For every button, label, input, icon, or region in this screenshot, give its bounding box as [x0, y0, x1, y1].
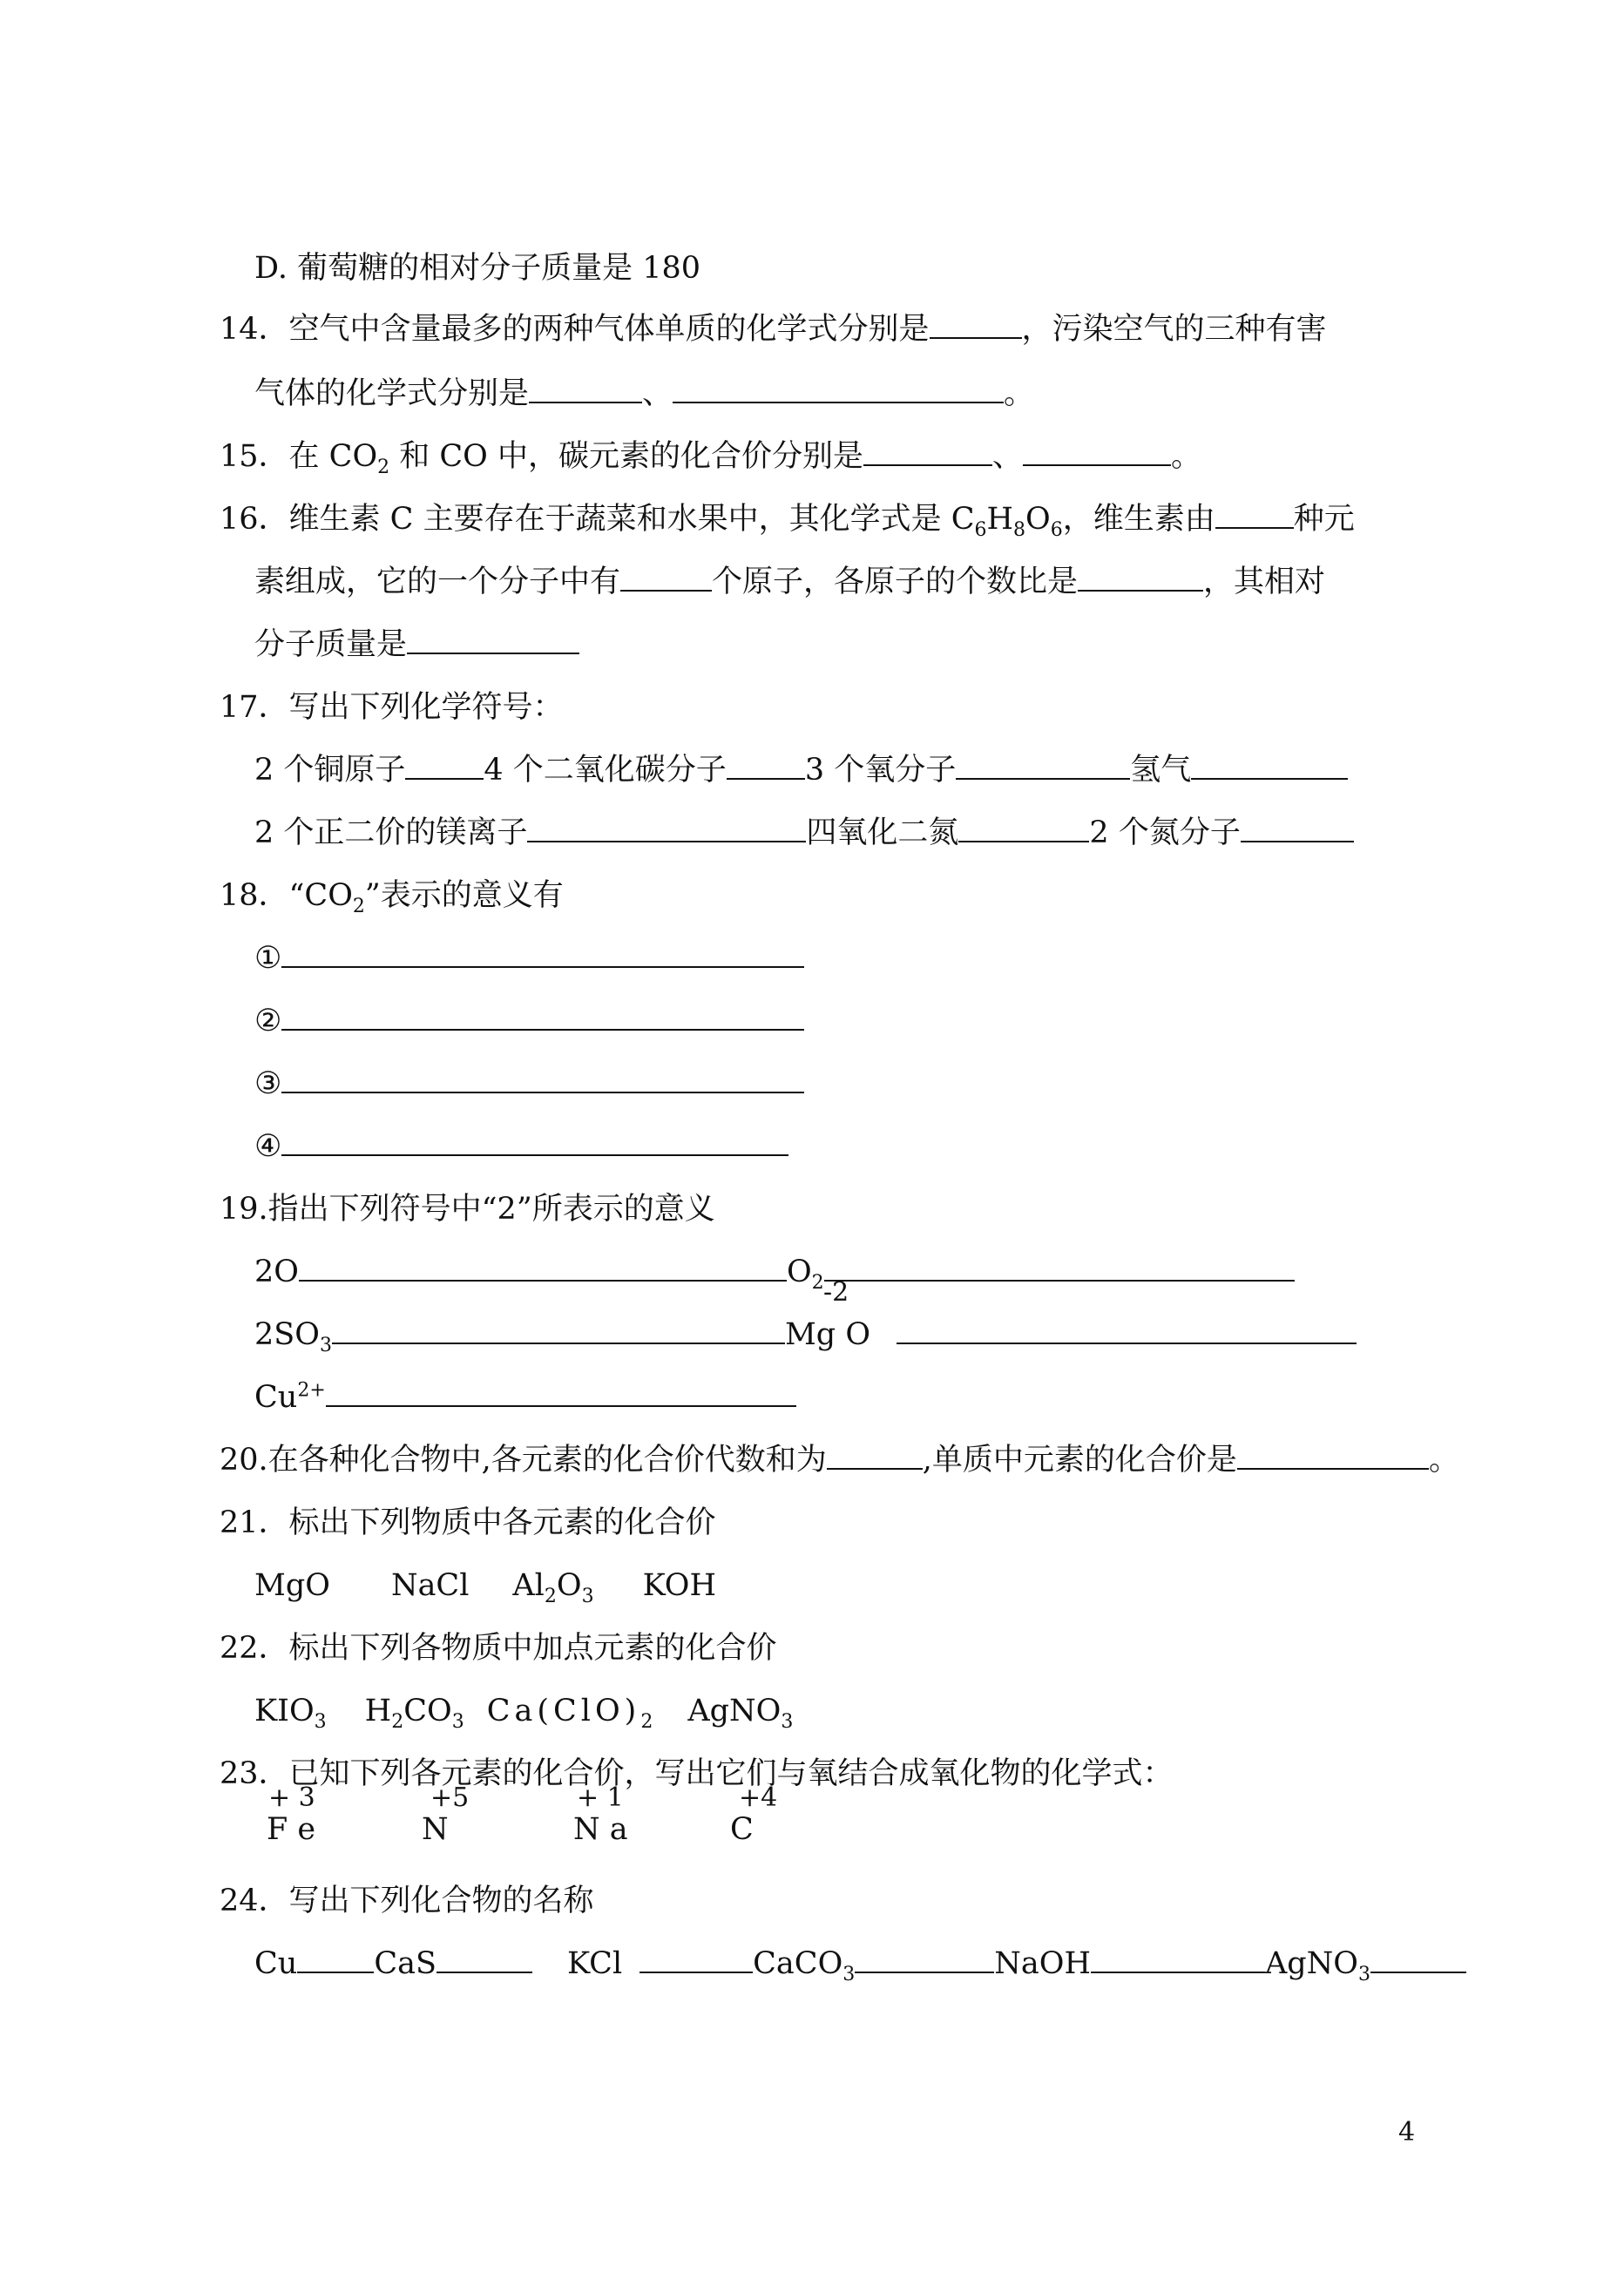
q20-line [220, 1441, 1459, 1479]
q18-item-4 [254, 1127, 788, 1166]
q18-blank[interactable] [281, 1003, 804, 1031]
q20-blank-2[interactable] [1237, 1442, 1429, 1470]
q18-marker: ① [254, 941, 282, 976]
q18-text: 18．“CO [220, 878, 353, 913]
q18-item-3 [254, 1065, 804, 1103]
q23-val-4: +4 [739, 1782, 778, 1813]
q24-title: 24．写出下列化合物的名称 [220, 1884, 594, 1918]
q24-formula: Cu [254, 1946, 298, 1981]
q14-text-3: 气体的化学式分别是 [254, 376, 530, 411]
q17-title: 17．写出下列化学符号： [220, 690, 564, 725]
q23-elem-2: N [422, 1812, 449, 1847]
q23-title: 23．已知下列各元素的化合价，写出它们与氧结合成氧化物的化学式： [220, 1756, 1174, 1791]
q16-text-2: ，维生素由 [1062, 502, 1215, 537]
q24-items [254, 1945, 1466, 1983]
q18-item-1 [254, 939, 804, 977]
q17-blank[interactable] [1191, 752, 1348, 780]
q19-sub: 3 [319, 1335, 332, 1356]
q18-marker: ② [254, 1004, 282, 1038]
q24-blank[interactable] [1370, 1945, 1466, 1973]
q15-text-2: 和 CO 中，碳元素的化合价分别是 [389, 439, 863, 474]
q21-formula: Al [512, 1568, 545, 1603]
q17-blank[interactable] [527, 815, 806, 842]
q18-blank[interactable] [281, 940, 804, 968]
q18-marker: ③ [254, 1066, 282, 1101]
q17-blank[interactable] [958, 815, 1089, 842]
q15-blank-1[interactable] [863, 438, 992, 466]
q21-formula: NaCl [390, 1568, 470, 1603]
q19-blank[interactable] [897, 1316, 1357, 1344]
q14-blank-3[interactable] [673, 375, 1004, 403]
q22-formula: H [364, 1694, 392, 1728]
q19-blank[interactable] [824, 1254, 1295, 1282]
q17-row1 [254, 751, 1348, 789]
q22-formula: KIO [254, 1694, 315, 1728]
q19-symbol: 2O [254, 1255, 299, 1289]
q21-sub: 3 [581, 1586, 594, 1607]
q19-row1 [254, 1253, 1295, 1294]
q22-sub: 2 [640, 1711, 653, 1733]
q16-h: H [986, 502, 1014, 537]
q17-blank[interactable] [1241, 815, 1354, 842]
q23-elem-1: F e [267, 1812, 316, 1847]
q16-blank-4[interactable] [407, 626, 579, 654]
q17-item: 2 个铜原子 [254, 753, 406, 788]
q16-sub-c: 6 [974, 519, 987, 541]
q17-item: 四氧化二氮 [806, 815, 959, 850]
q24-formula: NaOH [994, 1946, 1091, 1981]
q15-text-3: 、 [992, 439, 1024, 474]
q24-blank[interactable] [855, 1945, 994, 1973]
q16-text-5: 个原子，各原子的个数比是 [712, 565, 1079, 599]
q18-sub: 2 [352, 896, 365, 917]
q18-title [220, 876, 564, 915]
q16-sub-h: 8 [1013, 519, 1026, 541]
q14-blank-2[interactable] [529, 375, 642, 403]
q17-item: 3 个氧分子 [804, 753, 957, 788]
q16-text-7: 分子质量是 [254, 627, 408, 662]
q22-title: 22．标出下列各物质中加点元素的化合价 [220, 1631, 777, 1666]
q19-row3 [254, 1378, 796, 1417]
q20-text-3: 。 [1428, 1443, 1459, 1478]
q16-blank-3[interactable] [1078, 564, 1203, 592]
q16-blank-2[interactable] [620, 564, 712, 592]
q22-sub: 3 [451, 1711, 464, 1733]
q19-sup: 2+ [297, 1379, 326, 1402]
q21-formula: KOH [642, 1568, 717, 1603]
q15-text: 15．在 CO [220, 439, 378, 474]
q16-line3 [254, 626, 579, 664]
q24-blank[interactable] [436, 1945, 532, 1973]
q16-line2 [254, 563, 1325, 601]
q21-formula: MgO [254, 1568, 330, 1603]
page-number: 4 [1398, 2117, 1416, 2148]
q23-elem-3: N a [573, 1812, 628, 1847]
q24-blank[interactable] [1091, 1945, 1265, 1973]
q21-formula: O [556, 1568, 582, 1603]
q24-formula: CaCO [753, 1946, 843, 1981]
q24-blank[interactable] [639, 1945, 753, 1973]
q15-text-4: 。 [1171, 439, 1202, 474]
q16-o: O [1025, 502, 1051, 537]
q14-text-2: ，污染空气的三种有害 [1021, 312, 1327, 347]
q23-val-3: + 1 [577, 1782, 624, 1813]
q13-option-d: D. 葡萄糖的相对分子质量是 180 [254, 251, 700, 286]
q17-item: 氢气 [1130, 753, 1192, 788]
q16-line1 [220, 500, 1355, 541]
q16-text-4: 素组成，它的一个分子中有 [254, 565, 621, 599]
q20-blank-1[interactable] [827, 1442, 923, 1470]
q20-text: 20.在各种化合物中,各元素的化合价代数和为 [220, 1443, 827, 1478]
q15-sub: 2 [377, 457, 390, 478]
q14-line2 [254, 375, 1034, 413]
q17-blank[interactable] [727, 752, 805, 780]
q16-blank-1[interactable] [1215, 501, 1294, 529]
q16-text: 16．维生素 C 主要存在于蔬菜和水果中，其化学式是 C [220, 502, 975, 537]
q22-formula: AgNO [687, 1694, 782, 1728]
q14-blank-1[interactable] [930, 311, 1022, 339]
q19-symbol: O [786, 1255, 812, 1289]
q23-val-2: +5 [430, 1782, 470, 1813]
q19-blank[interactable] [326, 1379, 796, 1407]
q14-text: 14．空气中含量最多的两种气体单质的化学式分别是 [220, 312, 930, 347]
q19-row2 [254, 1316, 1357, 1354]
q21-title: 21．标出下列物质中各元素的化合价 [220, 1505, 716, 1540]
q16-sub-o: 6 [1050, 519, 1063, 541]
q22-sub: 3 [781, 1711, 794, 1733]
q24-formula: KCl [566, 1946, 623, 1981]
q22-sub: 3 [314, 1711, 327, 1733]
q24-formula: AgNO [1264, 1946, 1358, 1981]
q17-blank[interactable] [956, 752, 1130, 780]
q15-blank-2[interactable] [1023, 438, 1171, 466]
q24-blank[interactable] [297, 1945, 374, 1973]
q14-text-4: 、 [642, 376, 673, 411]
q19-symbol: Mg O [784, 1317, 871, 1352]
q21-sub: 2 [544, 1586, 557, 1607]
q19-blank[interactable] [299, 1254, 787, 1282]
q16-text-6: ，其相对 [1203, 565, 1326, 599]
q18-marker: ④ [254, 1129, 282, 1164]
q22-formula: Ca(ClO) [486, 1694, 641, 1728]
q21-items [254, 1566, 716, 1605]
q18-item-2 [254, 1002, 804, 1040]
q19-title: 19.指出下列符号中“2”所表示的意义 [220, 1192, 715, 1227]
q19-symbol: Cu [254, 1380, 298, 1415]
q19-valence: -2 [823, 1277, 849, 1308]
q19-symbol: 2SO [254, 1317, 320, 1352]
q14-text-5: 。 [1004, 376, 1035, 411]
q19-blank[interactable] [332, 1316, 785, 1344]
q19-sub: 2 [811, 1272, 824, 1294]
q17-item: 2 个氮分子 [1089, 815, 1241, 850]
q24-formula: CaS [374, 1946, 436, 1981]
q17-item: 2 个正二价的镁离子 [254, 815, 528, 850]
q18-blank[interactable] [281, 1065, 804, 1093]
q23-elem-4: C [730, 1812, 754, 1847]
q17-item: 4 个二氧化碳分子 [484, 753, 727, 788]
q18-text-2: ”表示的意义有 [364, 878, 564, 913]
q17-blank[interactable] [405, 752, 484, 780]
q22-formula: CO [403, 1694, 452, 1728]
q24-sub: 3 [842, 1964, 856, 1985]
q16-text-3: 种元 [1293, 502, 1355, 537]
q23-val-1: + 3 [268, 1782, 315, 1813]
q15-line [220, 437, 1201, 476]
q22-sub: 2 [391, 1711, 404, 1733]
q22-items [254, 1692, 794, 1733]
q18-blank[interactable] [281, 1128, 788, 1156]
q20-text-2: ,单质中元素的化合价是 [922, 1443, 1237, 1478]
q17-row2 [254, 814, 1354, 852]
q14-line1 [220, 310, 1327, 348]
q24-sub: 3 [1357, 1964, 1370, 1985]
